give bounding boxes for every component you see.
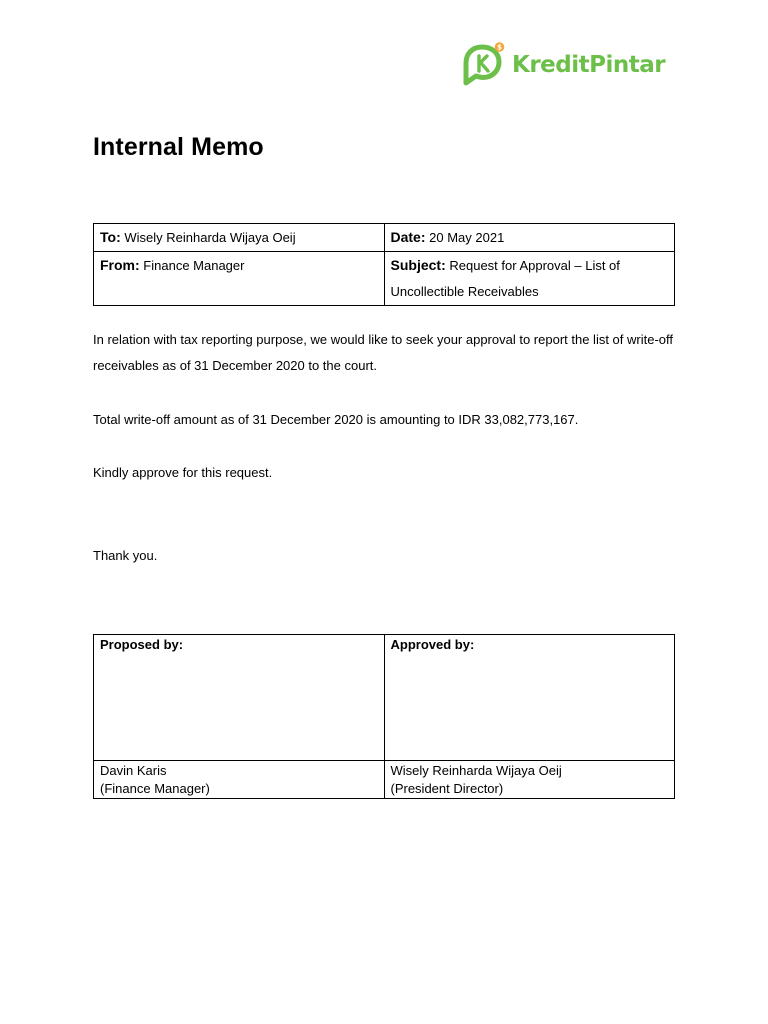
proposer-info-cell <box>94 761 385 799</box>
kreditpintar-logo-icon <box>462 41 506 89</box>
proposed-by-label: Proposed by: <box>100 637 184 652</box>
body-paragraph: Total write-off amount as of 31 December 2020 is amounting to IDR 33,082,773,167. <box>93 412 579 427</box>
svg-text:$: $ <box>497 43 502 52</box>
brand-logo <box>462 41 665 89</box>
brand-name: KreditPintar <box>512 52 666 78</box>
proposed-signature-cell <box>94 635 385 761</box>
approver-info-cell <box>384 761 675 799</box>
proposer-name: Davin Karis <box>100 763 167 778</box>
date-cell <box>384 224 675 252</box>
approver-name: Wisely Reinharda Wijaya Oeij <box>390 763 562 778</box>
memo-header-table <box>93 223 675 306</box>
from-label: From: <box>100 257 140 273</box>
date-value: 20 May 2021 <box>429 230 505 245</box>
approved-by-label: Approved by: <box>390 637 475 652</box>
approved-signature-cell <box>384 635 675 761</box>
to-value: Wisely Reinharda Wijaya Oeij <box>124 230 296 245</box>
body-paragraph: Kindly approve for this request. <box>93 465 273 480</box>
proposer-title: (Finance Manager) <box>100 781 210 796</box>
subject-value: Request for Approval – List of Uncollectible Receivables <box>390 258 620 299</box>
closing-text: Thank you. <box>93 548 158 563</box>
subject-cell <box>384 252 675 306</box>
body-paragraph: In relation with tax reporting purpose, we would like to seek your approval to report the list of write-off receivables as of 31 December 2020 to the court. <box>93 332 673 373</box>
to-cell <box>94 224 385 252</box>
approver-title: (President Director) <box>390 781 504 796</box>
from-value: Finance Manager <box>143 258 245 273</box>
signature-table <box>93 634 675 799</box>
from-cell <box>94 252 385 306</box>
subject-label: Subject: <box>390 257 446 273</box>
memo-title: Internal Memo <box>93 133 264 161</box>
to-label: To: <box>100 229 121 245</box>
date-label: Date: <box>390 229 426 245</box>
